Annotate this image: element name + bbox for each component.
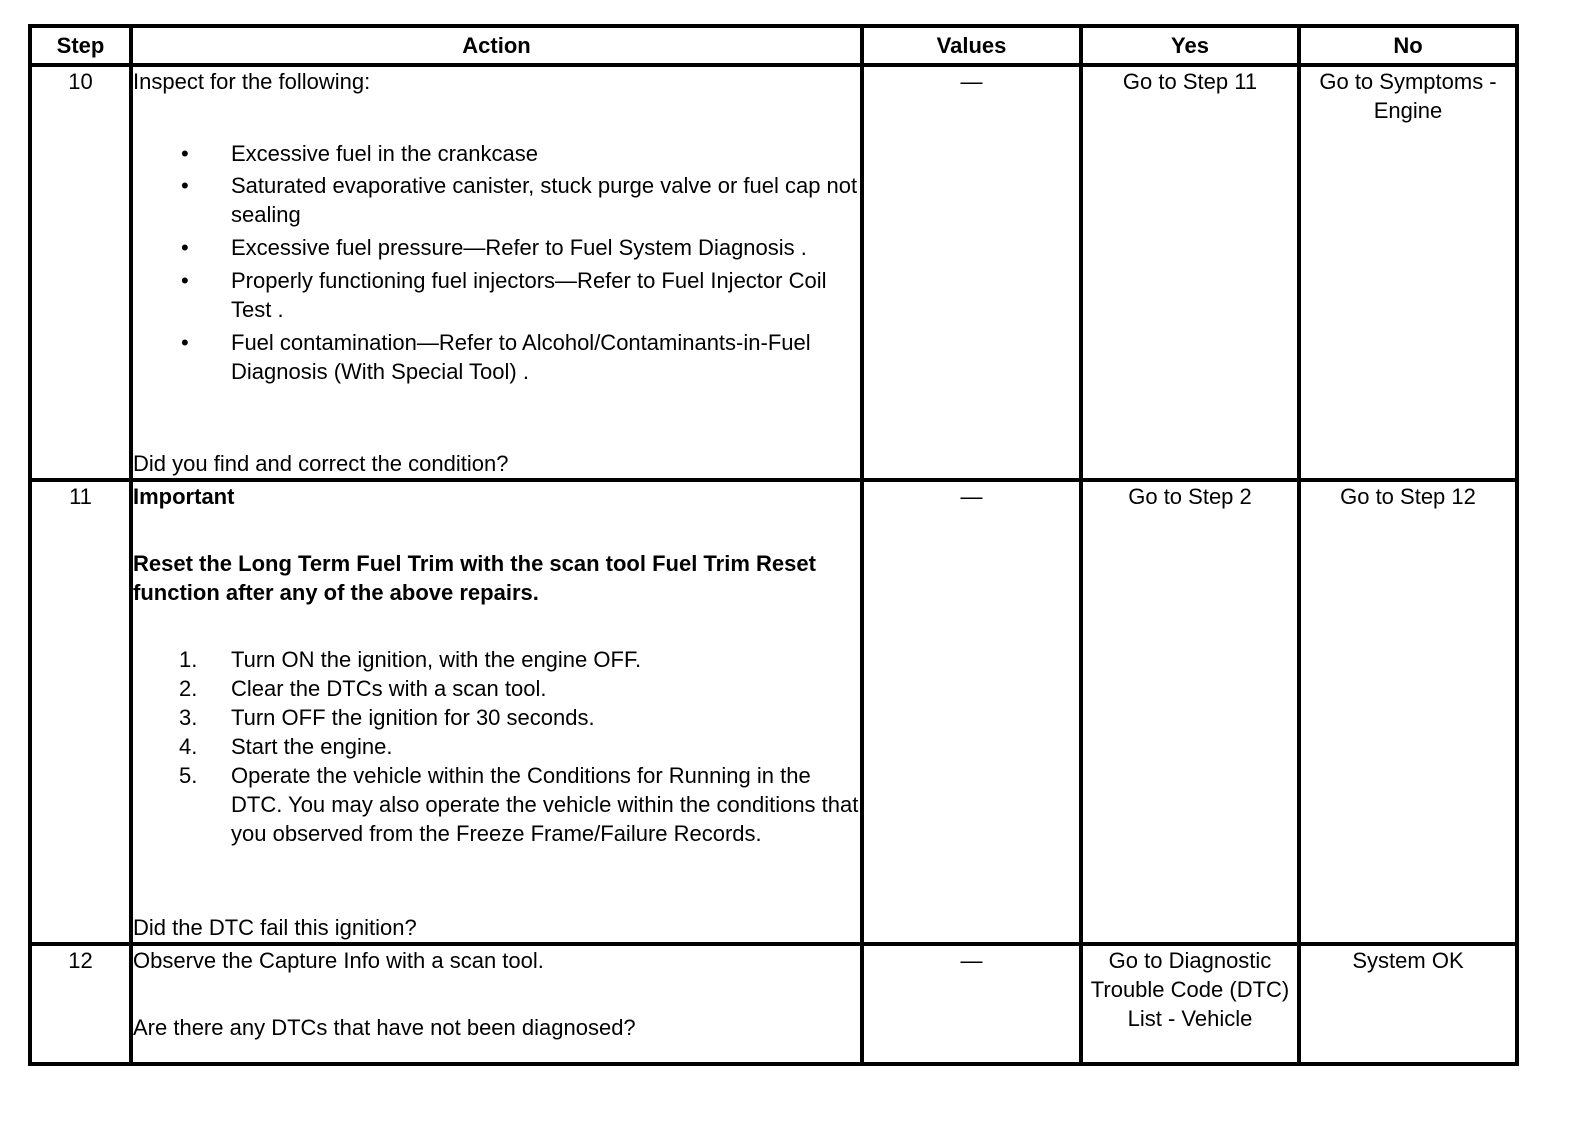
bullet-marker: • — [181, 330, 189, 355]
list-number: 5. — [179, 763, 198, 788]
list-number: 2. — [179, 676, 198, 701]
list-number: 3. — [179, 705, 198, 730]
list-item: • Excessive fuel pressure—Refer to Fuel System Diagnosis . — [181, 235, 807, 260]
list-item: 4. Start the engine. — [179, 734, 393, 759]
bullet-marker: • — [181, 235, 189, 260]
no-cell: Go to Symptoms - Engine — [1299, 65, 1517, 480]
list-number: 1. — [179, 647, 198, 672]
yes-cell: Go to Diagnostic Trouble Code (DTC) List - Vehicle — [1081, 944, 1299, 1064]
bullet-marker: • — [181, 268, 189, 293]
important-title: Important — [133, 484, 235, 509]
step-number: 11 — [30, 480, 131, 944]
header-values: Values — [862, 26, 1081, 65]
action-question: Did you find and correct the condition? — [133, 451, 509, 476]
no-cell: System OK — [1299, 944, 1517, 1064]
action-cell — [131, 65, 862, 480]
list-item: 2. Clear the DTCs with a scan tool. — [179, 676, 547, 701]
no-cell: Go to Step 12 — [1299, 480, 1517, 944]
header-yes: Yes — [1081, 26, 1299, 65]
yes-cell: Go to Step 2 — [1081, 480, 1299, 944]
action-intro: Inspect for the following: — [133, 69, 371, 94]
header-action: Action — [131, 26, 862, 65]
list-item: • Saturated evaporative canister, stuck purge valve or fuel cap not sealing — [181, 173, 858, 227]
action-cell — [131, 944, 862, 1064]
list-item: • Fuel contamination—Refer to Alcohol/Contaminants-in-Fuel Diagnosis (With Special Tool) . — [181, 330, 811, 384]
step-row-10 — [30, 65, 1517, 480]
values-cell: — — [862, 65, 1081, 480]
action-question: Are there any DTCs that have not been diagnosed? — [133, 1015, 636, 1040]
yes-cell: Go to Step 11 — [1081, 65, 1299, 480]
action-cell — [131, 480, 862, 944]
list-item: 3. Turn OFF the ignition for 30 seconds. — [179, 705, 595, 730]
list-item: 5. Operate the vehicle within the Conditions for Running in the DTC. You may also operate the vehicle within the conditions that you observed from the Freeze Frame/Failure Records. — [179, 763, 859, 846]
values-cell: — — [862, 944, 1081, 1064]
values-cell: — — [862, 480, 1081, 944]
list-item: 1. Turn ON the ignition, with the engine OFF. — [179, 647, 642, 672]
step-row-12 — [30, 944, 1517, 1064]
step-number: 10 — [30, 65, 131, 480]
step-number: 12 — [30, 944, 131, 1064]
list-number: 4. — [179, 734, 198, 759]
procedure-list — [133, 645, 860, 848]
important-text: Reset the Long Term Fuel Trim with the scan tool Fuel Trim Reset function after any of the above repairs. — [133, 551, 816, 605]
list-item: • Properly functioning fuel injectors—Refer to Fuel Injector Coil Test . — [181, 268, 827, 322]
bullet-marker: • — [181, 173, 189, 198]
inspection-list — [133, 139, 860, 386]
action-intro: Observe the Capture Info with a scan tool. — [133, 948, 544, 973]
header-no: No — [1299, 26, 1517, 65]
header-step: Step — [30, 26, 131, 65]
bullet-marker: • — [181, 141, 189, 166]
list-item: • Excessive fuel in the crankcase — [181, 141, 538, 166]
step-row-11 — [30, 480, 1517, 944]
action-question: Did the DTC fail this ignition? — [133, 915, 417, 940]
diagnostic-table — [28, 24, 1519, 1066]
header-row — [30, 26, 1517, 65]
